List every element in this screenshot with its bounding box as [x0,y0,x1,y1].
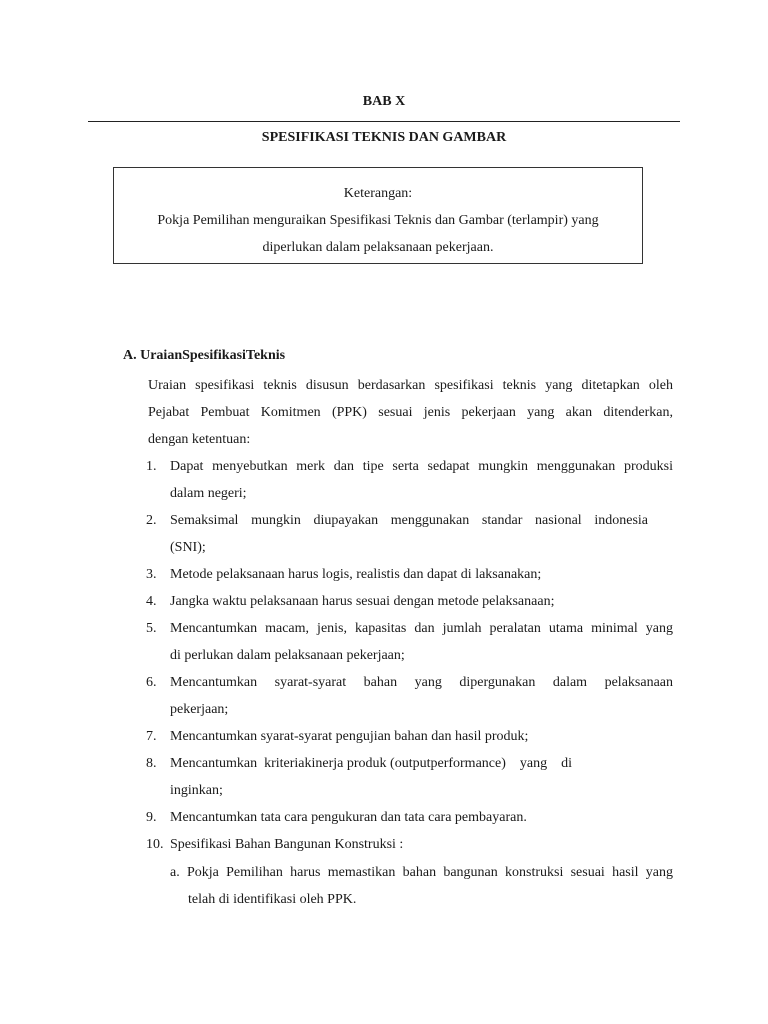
list-item-text: Mencantumkan tata cara pengukuran dan tata cara pembayaran. [170,810,527,825]
list-item-text: pekerjaan; [170,702,229,717]
intro-line-3: dengan ketentuan: [148,432,251,447]
intro-line-2: Pejabat Pembuat Komitmen (PPK) sesuai jenis pekerjaan yang akan ditenderkan, [148,405,673,420]
section-heading: A. UraianSpesifikasiTeknis [123,348,286,363]
list-item-text: Semaksimal mungkin diupayakan menggunakan standar nasional indonesia [170,513,648,528]
list-item-text: Mencantumkan syarat-syarat pengujian bahan dan hasil produk; [170,729,529,744]
list-item-text: Spesifikasi Bahan Bangunan Konstruksi : [170,837,404,852]
list-item-text: Jangka waktu pelaksanaan harus sesuai dengan metode pelaksanaan; [170,594,555,609]
note-line-1: Pokja Pemilihan menguraikan Spesifikasi Teknis dan Gambar (terlampir) yang [157,213,599,228]
list-number: 4. [146,594,157,609]
list-item-text: Metode pelaksanaan harus logis, realistis dan dapat di laksanakan; [170,567,542,582]
note-line-2: diperlukan dalam pelaksanaan pekerjaan. [262,240,494,255]
heading-divider [88,121,680,122]
chapter-heading: BAB X [362,94,406,109]
document-title: SPESIFIKASI TEKNIS DAN GAMBAR [261,130,507,145]
list-number: 9. [146,810,157,825]
list-item-text: Mencantumkan syarat-syarat bahan yang dipergunakan dalam pelaksanaan [170,675,673,690]
list-item-text: Dapat menyebutkan merk dan tipe serta sedapat mungkin menggunakan produksi [170,459,673,474]
note-heading: Keterangan: [343,186,413,201]
list-number: 6. [146,675,157,690]
list-item-text: Mencantumkan macam, jenis, kapasitas dan jumlah peralatan utama minimal yang [170,621,673,636]
list-number: 8. [146,756,157,771]
list-number: 5. [146,621,157,636]
sub-item-text: telah di identifikasi oleh PPK. [188,892,357,907]
list-item-text: inginkan; [170,783,223,798]
list-item-text: (SNI); [170,540,206,555]
list-number: 7. [146,729,157,744]
list-number: 1. [146,459,157,474]
list-item-text: di perlukan dalam pelaksanaan pekerjaan; [170,648,405,663]
sub-item-text: a. Pokja Pemilihan harus memastikan bahan bangunan konstruksi sesuai hasil yang [170,865,673,880]
list-number: 10. [146,837,164,852]
intro-line-1: Uraian spesifikasi teknis disusun berdasarkan spesifikasi teknis yang ditetapkan oleh [148,378,673,393]
note-box [113,167,643,264]
list-item-text: Mencantumkan kriteriakinerja produk (outputperformance) yang di [170,756,572,771]
list-number: 3. [146,567,157,582]
list-item-text: dalam negeri; [170,486,247,501]
list-number: 2. [146,513,157,528]
